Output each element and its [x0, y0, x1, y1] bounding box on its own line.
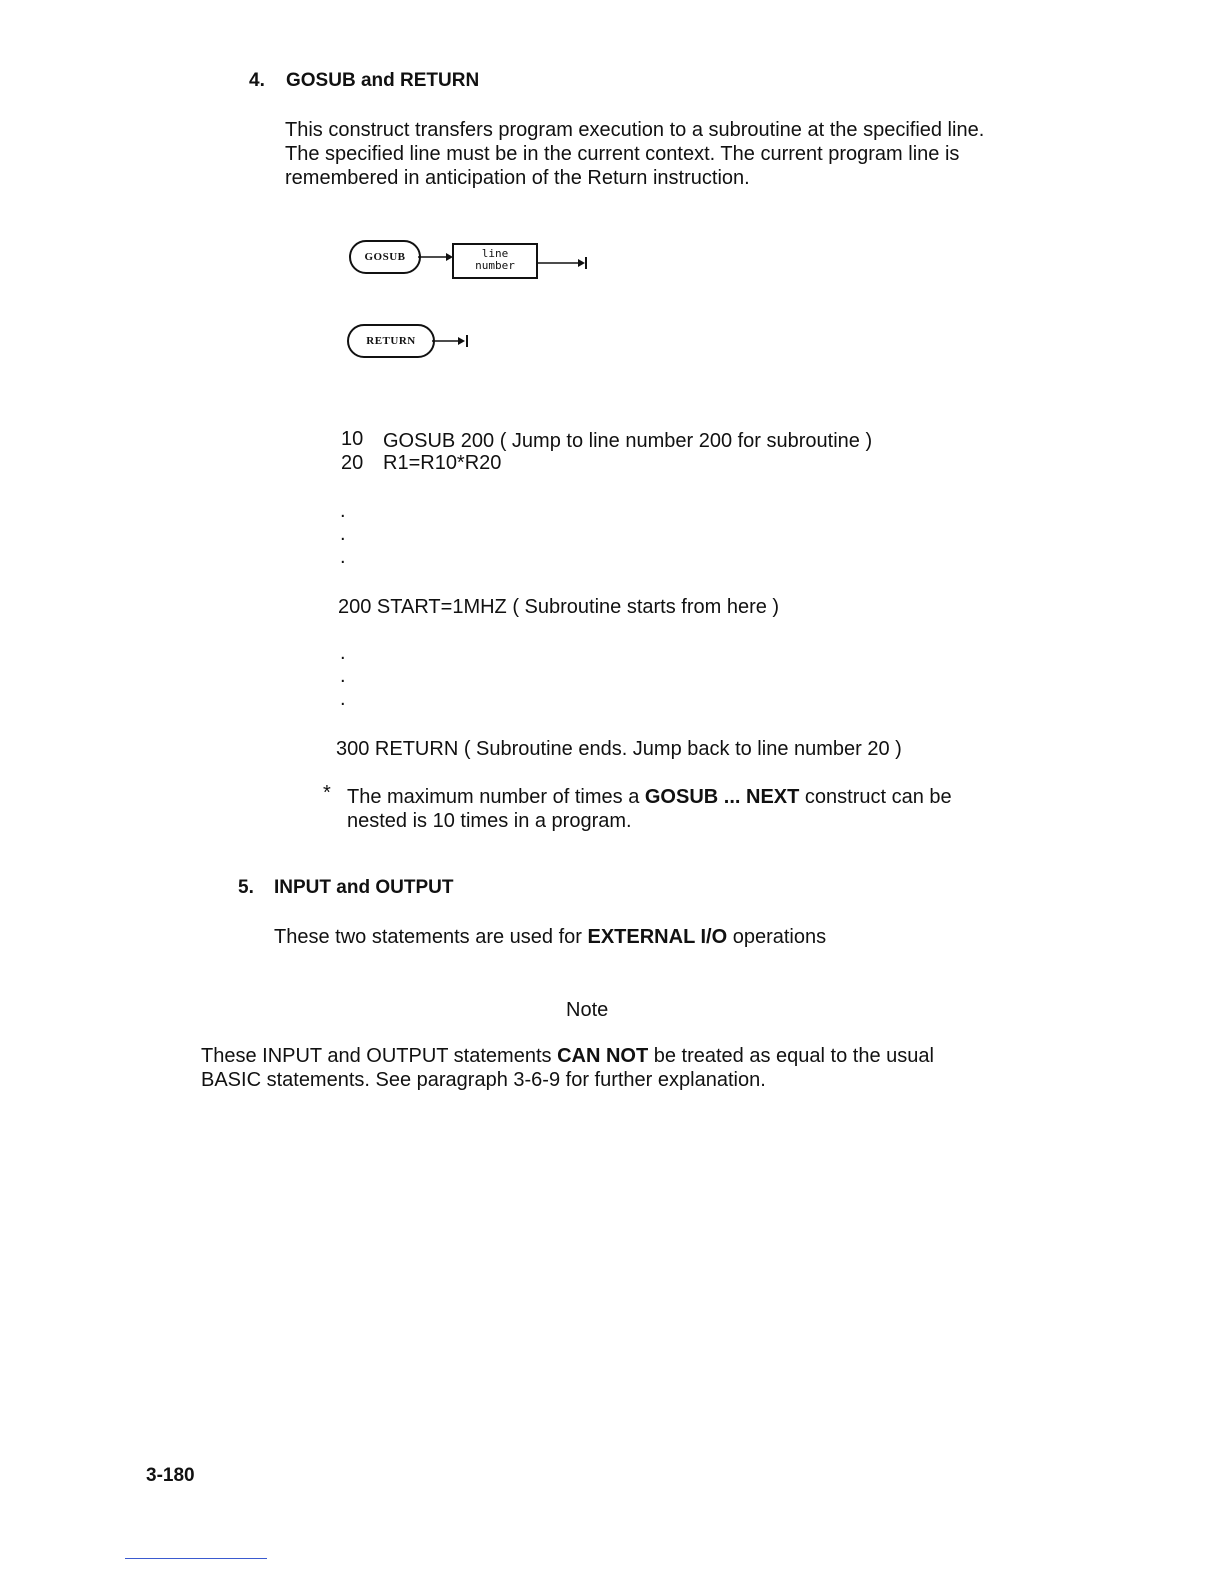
- ellipsis-dot: .: [340, 500, 346, 522]
- arrow-head-icon: [458, 337, 465, 345]
- arrow-head-icon: [578, 259, 585, 267]
- line-number-param-box: [452, 243, 538, 279]
- footnote-marker: *: [323, 782, 331, 804]
- note-body: [201, 1044, 934, 1092]
- note-line2: BASIC statements. See paragraph 3-6-9 for further explanation.: [201, 1069, 766, 1091]
- footnote-text: The maximum number of times a: [347, 786, 645, 808]
- ellipsis-dot: .: [340, 688, 346, 710]
- note-text: These INPUT and OUTPUT statements: [201, 1045, 558, 1067]
- note-title: Note: [566, 999, 609, 1021]
- body-line: This construct transfers program execution to a subroutine at the specified line.: [285, 119, 985, 141]
- section-4-number: 4.: [249, 70, 265, 91]
- section-5-body: [274, 925, 826, 949]
- code-line: GOSUB 200 ( Jump to line number 200 for subroutine ): [383, 430, 873, 452]
- footer-rule: [125, 1558, 267, 1559]
- ellipsis-dot: .: [340, 546, 346, 568]
- return-keyword-pill: RETURN: [347, 324, 435, 358]
- note-line1: [201, 1044, 934, 1068]
- footnote-keyword-next: NEXT: [746, 786, 800, 808]
- section-5-body-line: [274, 925, 826, 949]
- footnote: [347, 785, 952, 833]
- footnote-line1: [347, 785, 952, 809]
- ellipsis-dot: .: [340, 665, 346, 687]
- section-5-title: INPUT and OUTPUT: [274, 877, 454, 898]
- body-bold-text: EXTERNAL I/O: [587, 926, 728, 948]
- section-5-number: 5.: [238, 877, 254, 898]
- code-line: R1=R10*R20: [383, 452, 502, 474]
- code-line: 200 START=1MHZ ( Subroutine starts from here ): [338, 596, 780, 618]
- footnote-text: construct can be: [799, 786, 952, 808]
- param-label-line2: number: [475, 259, 515, 272]
- code-line-number: 20: [341, 452, 364, 474]
- section-4-body: [285, 118, 984, 190]
- note-bold-text: CAN NOT: [557, 1045, 649, 1067]
- footnote-line2: nested is 10 times in a program.: [347, 810, 632, 832]
- gosub-keyword-pill: GOSUB: [349, 240, 421, 274]
- section-4-title: GOSUB and RETURN: [286, 70, 480, 91]
- body-text: These two statements are used for: [274, 926, 588, 948]
- note-text: be treated as equal to the usual: [648, 1045, 934, 1067]
- page-number: 3-180: [146, 1465, 195, 1486]
- ellipsis-dot: .: [340, 642, 346, 664]
- footnote-keyword-gosub: GOSUB: [644, 786, 719, 808]
- code-line-number: 10: [341, 428, 364, 450]
- code-line: 300 RETURN ( Subroutine ends. Jump back to line number 20 ): [336, 738, 902, 760]
- param-label-line1: line: [481, 247, 509, 260]
- return-syntax-arrow: [432, 324, 472, 358]
- body-text: operations: [727, 926, 827, 948]
- body-line: The specified line must be in the current context. The current program line is: [285, 143, 960, 165]
- ellipsis-dot: .: [340, 523, 346, 545]
- footnote-ellipsis: ...: [718, 786, 747, 808]
- body-line: remembered in anticipation of the Return instruction.: [285, 167, 750, 189]
